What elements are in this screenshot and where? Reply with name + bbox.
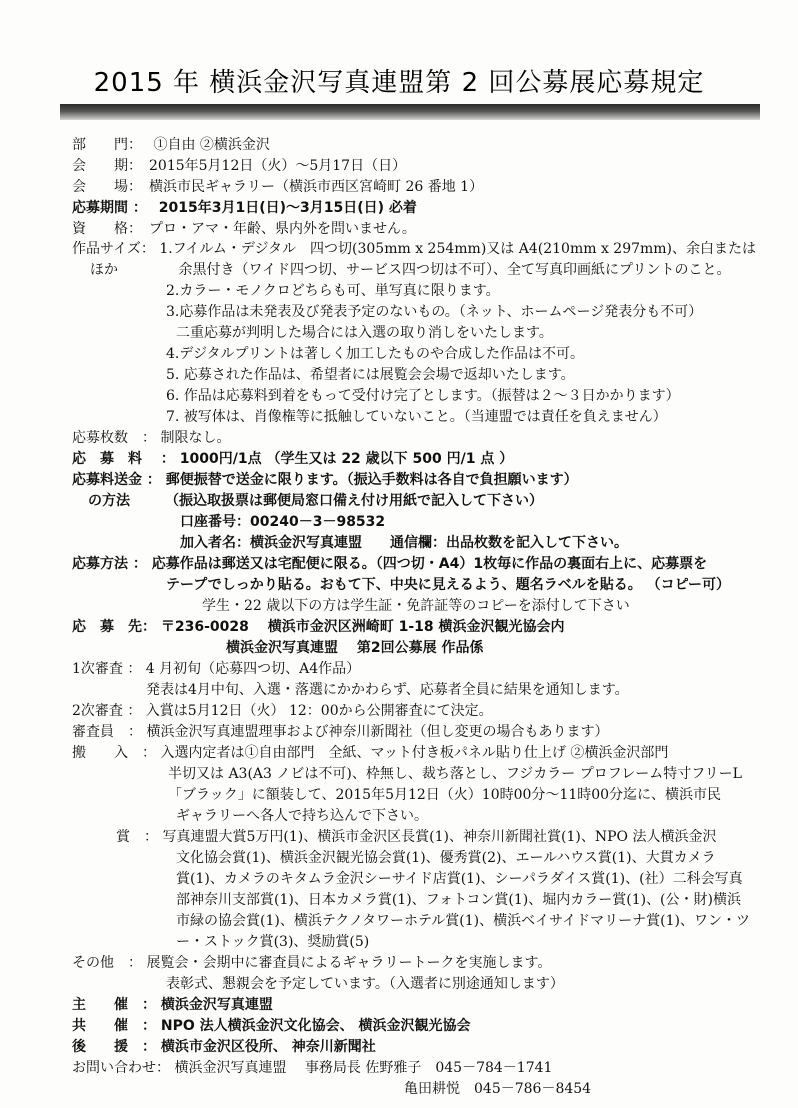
text-line: 4.デジタルプリントは著しく加工したものや合成した作品は不可。 bbox=[166, 346, 584, 362]
text-line: 主 催 ： 横浜金沢写真連盟 bbox=[72, 997, 273, 1013]
text-line: テープでしっかり貼る。おもて下、中央に見えるよう、題名ラベルを貼る。 （コピー可） bbox=[166, 577, 731, 593]
text-line: 応募方法 ： 応募作品は郵送又は宅配便に限る。（四つ切・A4）1枚毎に作品の裏面右上に、応募票を bbox=[72, 556, 708, 572]
text-line: 「ブラック」に額装して、2015年5月12日（火）10時00分～11時00分迄に、横浜市民 bbox=[168, 787, 722, 803]
text-line: 市緑の協会賞(1)、横浜テクノタワーホテル賞(1)、横浜ベイサイドマリーナ賞(1)、ワン・ツ bbox=[176, 913, 750, 929]
text-line: 部神奈川支部賞(1)、日本カメラ賞(1)、フォトコン賞(1)、堀内カラー賞(1)、(公・財)横浜 bbox=[176, 892, 741, 908]
text-line: 搬 入 ： 入選内定者は①自由部門 全紙、マット付き板パネル貼り仕上げ ②横浜金沢部門 bbox=[72, 745, 669, 761]
text-line: の方法 （振込取扱票は郵便局窓口備え付け用紙で記入して下さい） bbox=[88, 493, 543, 509]
text-line: その他 ： 展覧会・会期中に審査員によるギャラリートークを実施します。 bbox=[72, 955, 552, 971]
text-line: 6. 作品は応募料到着をもって受付け完了とします。（振替は２～３日かかります） bbox=[166, 388, 680, 404]
text-line: 会 場： 横浜市民ギャラリー（横浜市西区宮崎町 26 番地 1） bbox=[72, 179, 484, 195]
text-line: 2.カラー・モノクロどちらも可、単写真に限ります。 bbox=[166, 283, 500, 299]
text-line: 口座番号：00240－3－98532 bbox=[180, 514, 386, 530]
text-line: 5. 応募された作品は、希望者には展覧会会場で返却いたします。 bbox=[166, 367, 575, 383]
text-line: 応募期間 ： 2015年3月1日(日)～3月15日(日) 必着 bbox=[72, 200, 417, 216]
text-line: 応 募 先： 〒236-0028 横浜市金沢区洲崎町 1-18 横浜金沢観光協会内 bbox=[72, 619, 565, 635]
text-line: 学生・22 歳以下の方は学生証・免許証等のコピーを添付して下さい bbox=[202, 598, 630, 614]
text-line: 応募料送金 ： 郵便振替で送金に限ります。（振込手数料は各自で負担願います） bbox=[72, 472, 578, 488]
text-line: ギャラリーへ各人で持ち込んで下さい。 bbox=[176, 808, 428, 824]
text-line: 1次審査 ： 4 月初旬（応募四つ切、A4作品） bbox=[72, 661, 361, 677]
text-line: 応 募 料 ： 1000円/1点 （学生又は 22 歳以下 500 円/1 点 ） bbox=[72, 451, 514, 467]
text-line: 発表は4月中旬、入選・落選にかかわらず、応募者全員に結果を通知します。 bbox=[146, 682, 629, 698]
text-line: 表彰式、懇親会を予定しています。（入選者に別途通知します） bbox=[166, 976, 564, 992]
text-line: 応募枚数 ： 制限なし。 bbox=[72, 430, 231, 446]
text-line: ほか 余黒付き（ワイド四つ切、サービス四つ切は不可）、全て写真印画紙にプリントのこと。 bbox=[90, 262, 731, 278]
text-line: 7. 被写体は、肖像権等に抵触していないこと。（当連盟では責任を負えません） bbox=[166, 409, 667, 425]
text-line: 加入者名：横浜金沢写真連盟 通信欄：出品枚数を記入して下さい。 bbox=[180, 535, 628, 551]
text-line: 作品サイズ： 1.フイルム・デジタル 四つ切(305mm x 254mm)又は A4(210mm x 297mm)、余白または bbox=[72, 241, 757, 257]
text-line: お問い合わせ： 横浜金沢写真連盟 事務局長 佐野雅子 045－784－1741 bbox=[72, 1060, 553, 1076]
text-line: 亀田耕悦 045－786－8454 bbox=[404, 1081, 592, 1097]
text-line: 後 援 ： 横浜市金沢区役所、 神奈川新聞社 bbox=[72, 1039, 376, 1055]
text-line: 審査員 ： 横浜金沢写真連盟理事および神奈川新聞社（但し変更の場合もあります） bbox=[72, 724, 609, 740]
text-line: 資 格： プロ・アマ・年齢、県内外を問いません。 bbox=[72, 221, 416, 237]
title-underline bbox=[60, 104, 760, 120]
text-line: 賞(1)、カメラのキタムラ金沢シーサイド店賞(1)、シーパラダイス賞(1)、(社）二科会写真 bbox=[176, 871, 743, 887]
page-title: 2015 年 横浜金沢写真連盟第 2 回公募展応募規定 bbox=[93, 68, 705, 98]
text-line: 会 期： 2015年5月12日（火）～5月17日（日） bbox=[72, 158, 407, 174]
text-line: 共 催 ： NPO 法人横浜金沢文化協会、 横浜金沢観光協会 bbox=[72, 1018, 471, 1034]
text-line: 部 門： ①自由 ②横浜金沢 bbox=[72, 137, 270, 153]
text-line: 3.応募作品は未発表及び発表予定のないもの。（ネット、ホームページ発表分も不可） bbox=[166, 304, 703, 320]
text-line: 2次審査 ： 入賞は5月12日（火） 12：00から公開審査にて決定。 bbox=[72, 703, 493, 719]
text-line: ー・ストック賞(3)、奨励賞(5) bbox=[176, 934, 370, 950]
text-line: 横浜金沢写真連盟 第2回公募展 作品係 bbox=[226, 640, 484, 656]
text-line: 文化協会賞(1)、横浜金沢観光協会賞(1)、優秀賞(2)、エールハウス賞(1)、大貫カメラ bbox=[176, 850, 716, 866]
text-line: 半切又は A3(A3 ノビは不可)、枠無し、裁ち落とし、フジカラー プロフレーム特寸フリーL bbox=[168, 766, 742, 782]
text-line: 賞 ： 写真連盟大賞5万円(1)、横浜市金沢区長賞(1)、神奈川新聞社賞(1)、NPO 法人横浜金沢 bbox=[116, 829, 717, 845]
text-line: 二重応募が判明した場合には入選の取り消しをいたします。 bbox=[176, 325, 553, 341]
